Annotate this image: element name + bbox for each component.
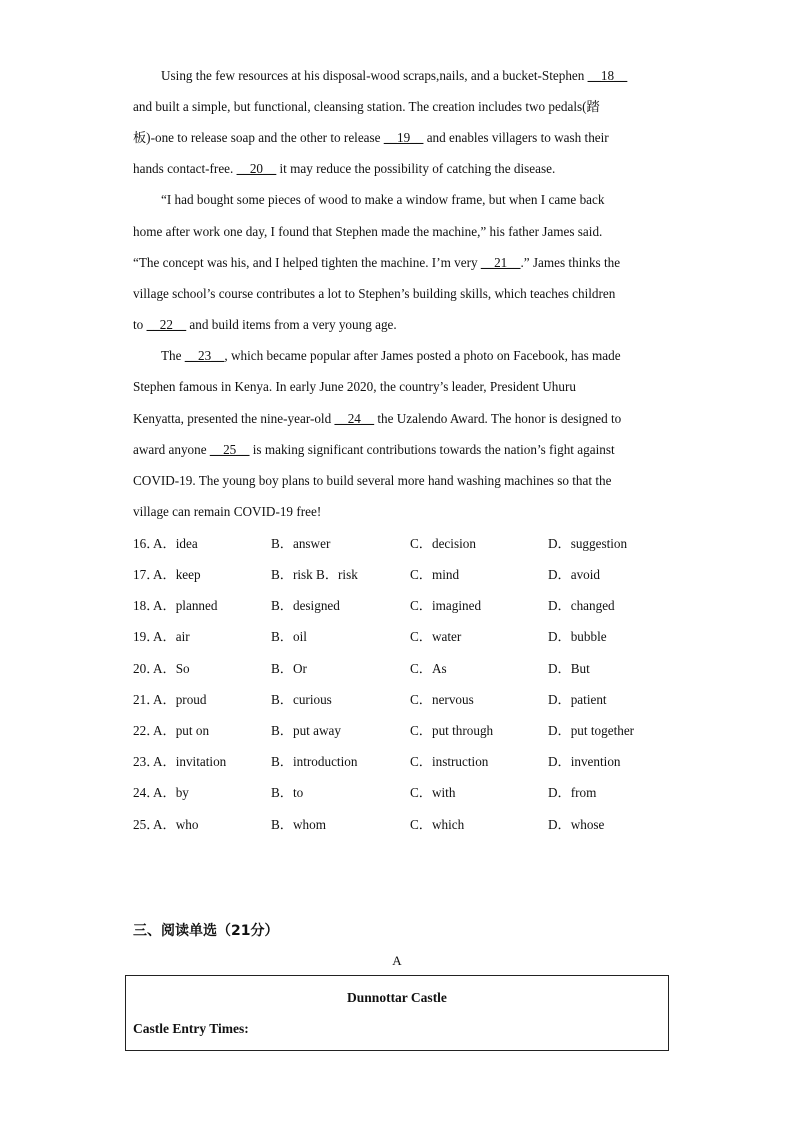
blank-18: __18__ — [587, 68, 628, 83]
text: Using the few resources at his disposal-wood scraps,nails, and a bucket-Stephen — [161, 68, 588, 83]
option-b: B．curious — [271, 692, 332, 707]
passage-line-11 — [133, 378, 576, 396]
passage-label: A — [392, 953, 402, 968]
blank-24: __24__ — [334, 411, 375, 426]
text: 板)-one to release soap and the other to release — [133, 130, 384, 145]
text: hands contact-free. — [133, 161, 237, 176]
text: award anyone — [133, 442, 210, 457]
question-number: 18． — [133, 598, 160, 613]
question-25-options — [133, 816, 693, 834]
option-a: A．idea — [153, 536, 198, 551]
blank-25: __25__ — [209, 442, 250, 457]
option-c: C．water — [410, 629, 462, 644]
question-19-options — [133, 628, 693, 646]
text: and enables villagers to wash their — [423, 130, 609, 145]
passage-line-15 — [133, 503, 321, 521]
text: the Uzalendo Award. The honor is designed to — [374, 411, 622, 426]
question-number: 23． — [133, 754, 160, 769]
passage-line-13 — [133, 441, 615, 459]
option-c: C．imagined — [410, 598, 482, 613]
question-22-options — [133, 722, 693, 740]
option-c: C．put through — [410, 723, 494, 738]
passage-line-8 — [133, 285, 615, 303]
question-16-options — [133, 535, 693, 553]
question-number: 16． — [133, 536, 160, 551]
question-17-options — [133, 566, 693, 584]
question-number: 22． — [133, 723, 160, 738]
option-b: B．Or — [271, 661, 307, 676]
question-number: 24． — [133, 785, 160, 800]
option-a: A．invitation — [153, 754, 227, 769]
question-number: 25． — [133, 817, 160, 832]
option-d: D．whose — [548, 817, 605, 832]
blank-21: __21__ — [480, 255, 521, 270]
question-21-options — [133, 691, 693, 709]
text: village school’s course contributes a lot to Stephen’s building skills, which teaches children — [133, 286, 616, 301]
passage-line-1 — [161, 67, 627, 85]
text: “I had bought some pieces of wood to make a window frame, but when I came back — [161, 192, 605, 207]
text: “The concept was his, and I helped tighten the machine. I’m very — [133, 255, 481, 270]
table-subtitle: Castle Entry Times: — [133, 1021, 249, 1036]
question-number: 17． — [133, 567, 160, 582]
option-b: B．put away — [271, 723, 341, 738]
text: COVID-19. The young boy plans to build several more hand washing machines so that the — [133, 473, 612, 488]
option-b: B．designed — [271, 598, 340, 613]
option-a: A．proud — [153, 692, 207, 707]
option-d: D．bubble — [548, 629, 607, 644]
table-title: Dunnottar Castle — [347, 990, 447, 1005]
option-a: A．keep — [153, 567, 201, 582]
option-b: B．to — [271, 785, 304, 800]
text: .” James thinks the — [520, 255, 621, 270]
info-table-box — [125, 975, 669, 1051]
question-number: 21． — [133, 692, 160, 707]
option-d: D．patient — [548, 692, 607, 707]
question-18-options — [133, 597, 693, 615]
passage-line-14 — [133, 472, 611, 490]
option-c: C．decision — [410, 536, 476, 551]
text: home after work one day, I found that Stephen made the machine,” his father James said. — [133, 224, 603, 239]
question-number: 20． — [133, 661, 160, 676]
option-a: A．air — [153, 629, 190, 644]
passage-line-2 — [133, 98, 600, 116]
passage-line-12 — [133, 410, 621, 428]
passage-line-6 — [133, 223, 602, 241]
option-c: C．mind — [410, 567, 460, 582]
option-d: D．changed — [548, 598, 615, 613]
option-d: D．suggestion — [548, 536, 628, 551]
option-d: D．avoid — [548, 567, 601, 582]
text: it may reduce the possibility of catching the disease. — [276, 161, 556, 176]
text: to — [133, 317, 147, 332]
option-d: D．from — [548, 785, 597, 800]
option-d: D．invention — [548, 754, 621, 769]
passage-line-10 — [161, 347, 621, 365]
option-b: B．risk B．risk — [271, 567, 358, 582]
option-a: A．planned — [153, 598, 218, 613]
option-a: A．by — [153, 785, 189, 800]
blank-23: __23__ — [184, 348, 225, 363]
option-a: A．put on — [153, 723, 210, 738]
option-a: A．So — [153, 661, 190, 676]
question-number: 19． — [133, 629, 160, 644]
question-23-options — [133, 753, 693, 771]
option-c: C．As — [410, 661, 447, 676]
option-c: C．nervous — [410, 692, 474, 707]
text: is making significant contributions towards the nation’s fight against — [249, 442, 615, 457]
passage-line-9 — [133, 316, 397, 334]
text: , which became popular after James posted a photo on Facebook, has made — [224, 348, 621, 363]
text: Kenyatta, presented the nine-year-old — [133, 411, 335, 426]
option-c: C．instruction — [410, 754, 489, 769]
text: Stephen famous in Kenya. In early June 2020, the country’s leader, President Uhuru — [133, 379, 576, 394]
question-24-options — [133, 784, 693, 802]
option-c: C．which — [410, 817, 465, 832]
text: village can remain COVID-19 free! — [133, 504, 322, 519]
option-b: B．introduction — [271, 754, 358, 769]
passage-line-3 — [133, 129, 609, 147]
text: and build items from a very young age. — [186, 317, 397, 332]
blank-22: __22__ — [146, 317, 187, 332]
option-b: B．answer — [271, 536, 331, 551]
option-b: B．whom — [271, 817, 326, 832]
passage-line-5 — [161, 191, 604, 209]
question-20-options — [133, 660, 693, 678]
option-b: B．oil — [271, 629, 307, 644]
option-a: A．who — [153, 817, 199, 832]
passage-line-7 — [133, 254, 620, 272]
section-title: 三、阅读单选（21分） — [133, 923, 279, 939]
option-d: D．put together — [548, 723, 635, 738]
text: and built a simple, but functional, cleansing station. The creation includes two pedals(踏 — [133, 99, 600, 114]
blank-20: __20__ — [236, 161, 277, 176]
text: The — [161, 348, 185, 363]
passage-line-4 — [133, 160, 555, 178]
blank-19: __19__ — [383, 130, 424, 145]
option-d: D．But — [548, 661, 590, 676]
option-c: C．with — [410, 785, 456, 800]
